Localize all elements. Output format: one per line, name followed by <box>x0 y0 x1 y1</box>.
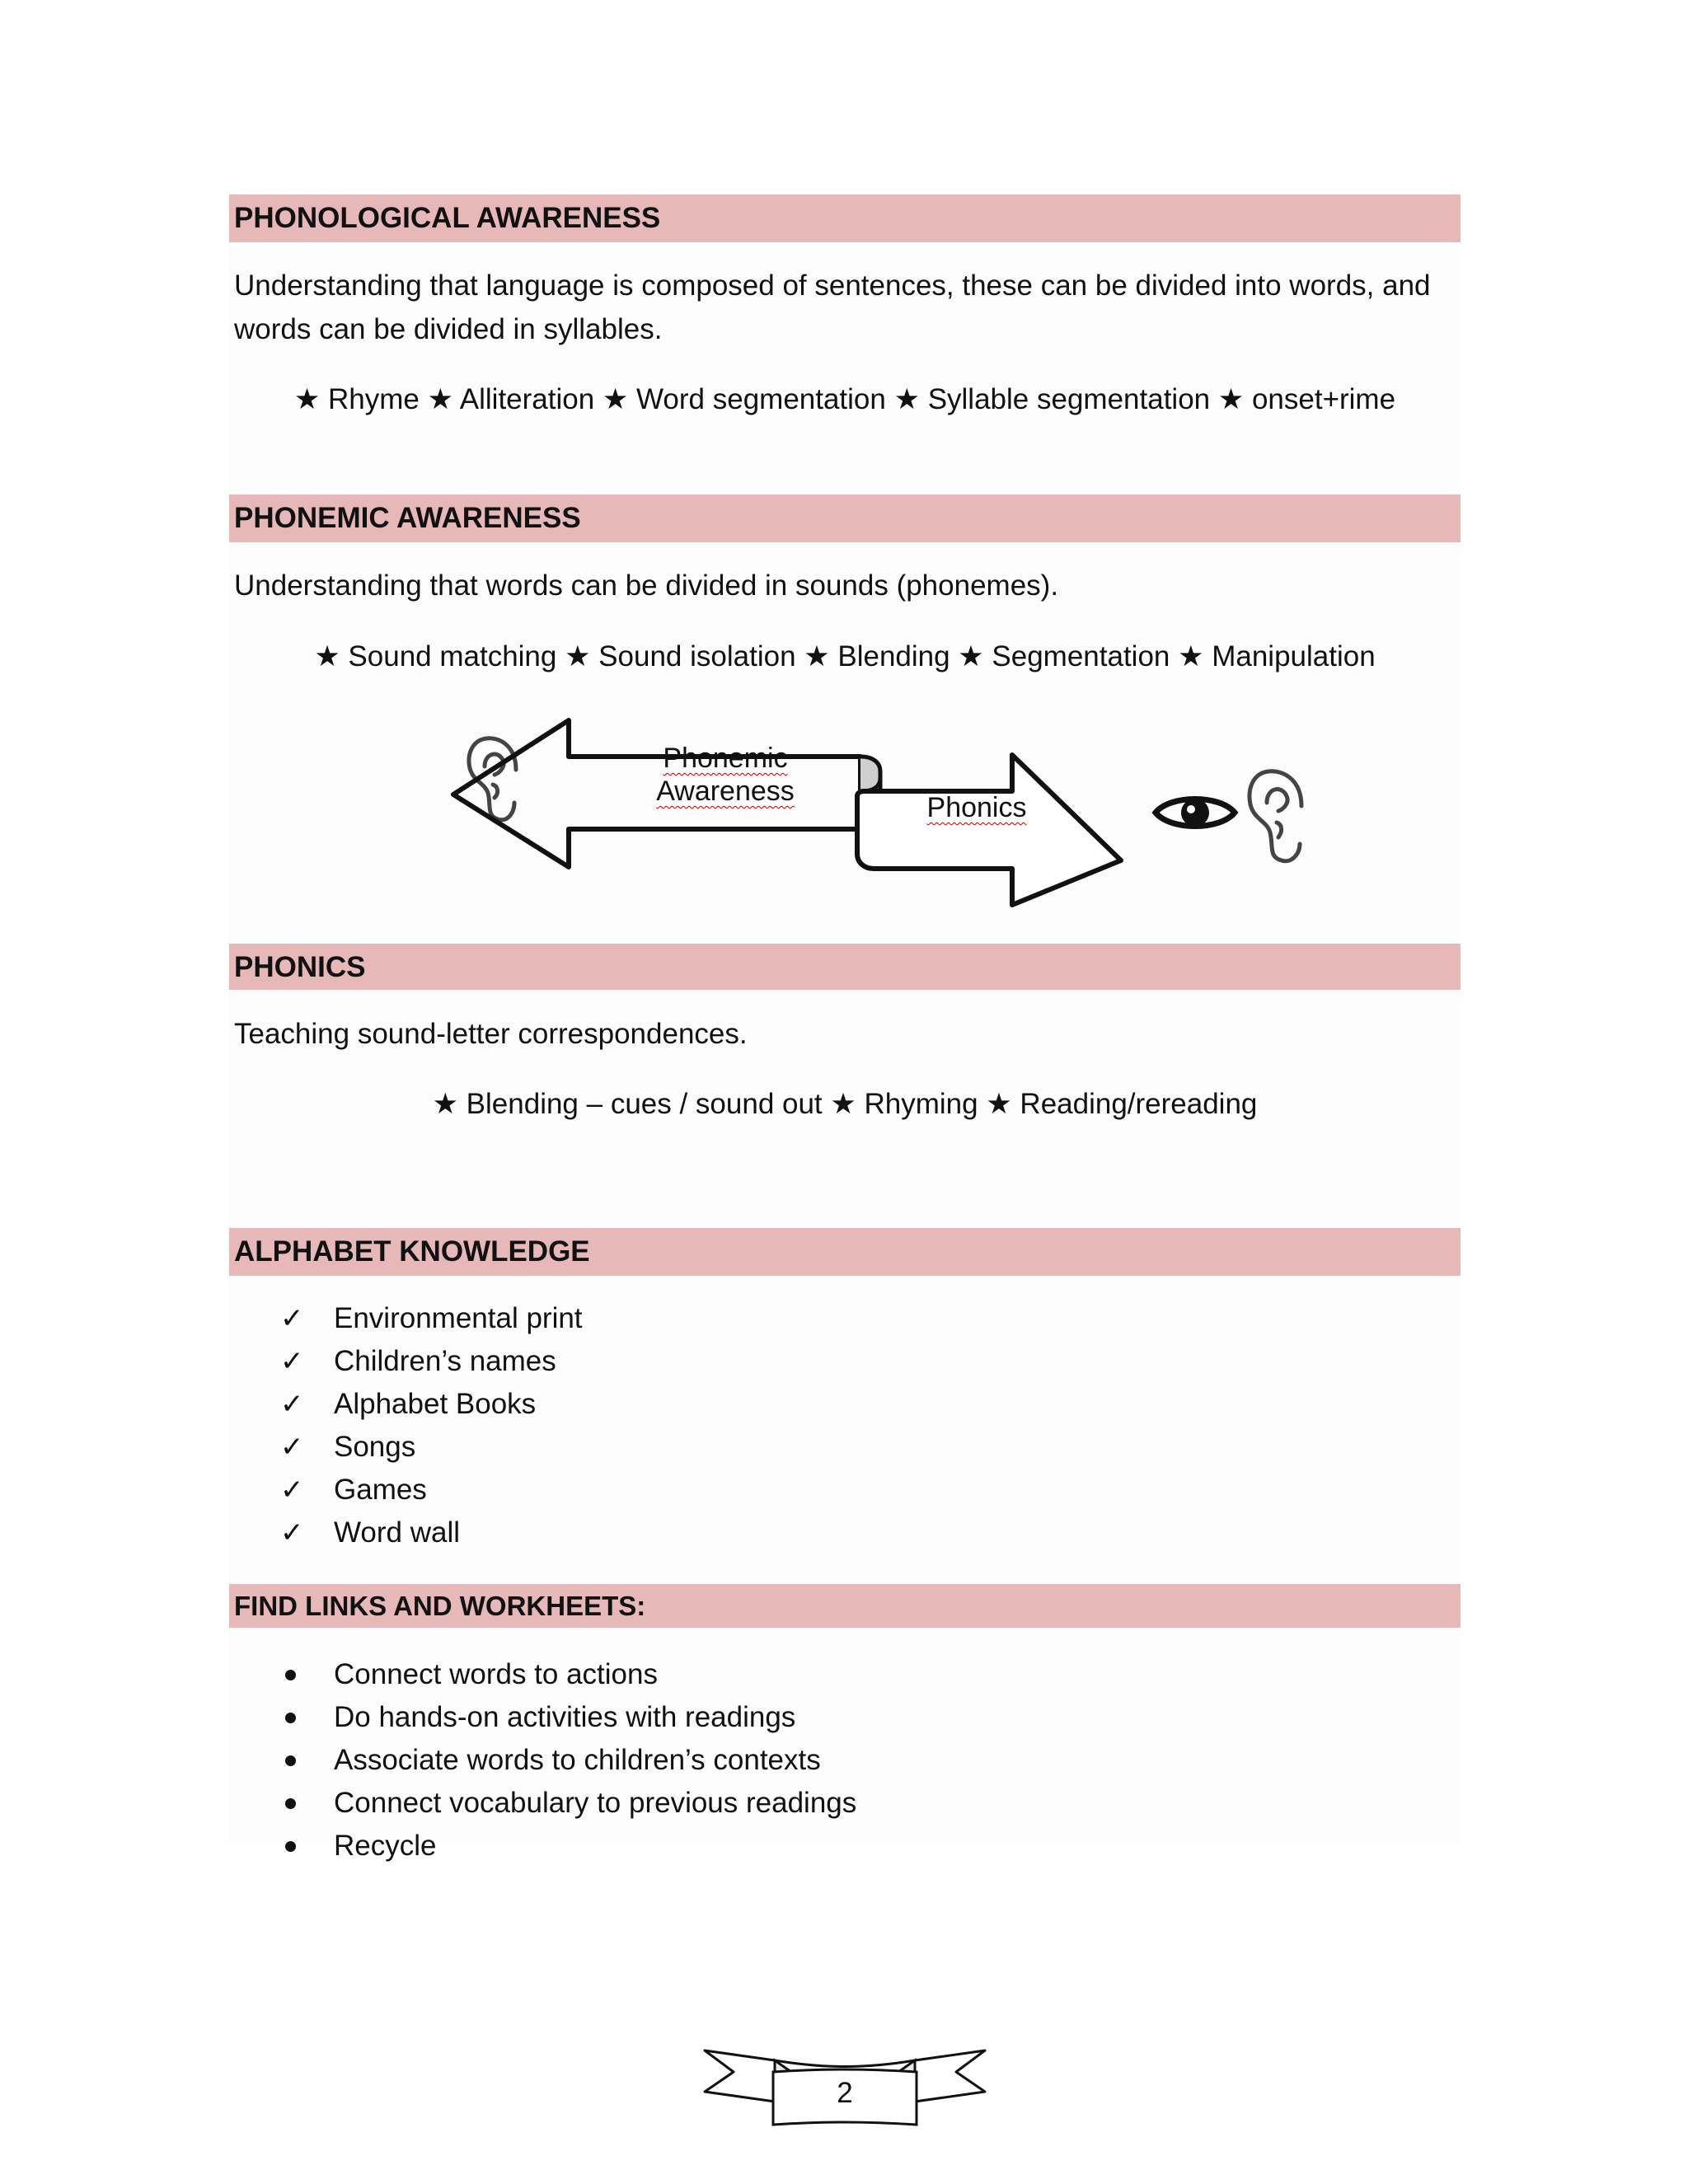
section-header-phonological-awareness: PHONOLOGICAL AWARENESS <box>229 194 1461 242</box>
check-icon: ✓ <box>280 1389 304 1420</box>
bullet-icon <box>285 1841 296 1852</box>
list-item-label: Associate words to children’s contexts <box>334 1744 821 1776</box>
bullet-icon <box>285 1713 296 1723</box>
list-item <box>280 1696 856 1739</box>
section-header-phonemic-awareness: PHONEMIC AWARENESS <box>229 494 1461 542</box>
list-item <box>280 1653 856 1696</box>
diagram-arrows <box>445 709 1335 915</box>
phonemic-awareness-label-line1: Phonemic <box>663 743 788 774</box>
links-bullet-list <box>280 1653 856 1868</box>
ear-icon <box>1250 771 1301 861</box>
page-number: 2 <box>837 2077 853 2109</box>
list-item-label: Recycle <box>334 1830 437 1862</box>
check-icon: ✓ <box>280 1346 304 1377</box>
bullet-icon <box>285 1798 296 1809</box>
list-item-label: Alphabet Books <box>334 1388 537 1420</box>
list-item-label: Songs <box>334 1431 416 1463</box>
alphabet-checklist <box>280 1297 583 1554</box>
phonics-label: Phonics <box>926 792 1027 823</box>
phonemic-phonics-diagram <box>445 709 1335 915</box>
list-item-label: Word wall <box>334 1516 461 1549</box>
list-item <box>280 1426 583 1469</box>
phonics-skills-line: ★ Blending – cues / sound out ★ Rhyming ★ Reading/rereading <box>432 1088 1258 1120</box>
list-item-label: Connect vocabulary to previous readings <box>334 1787 857 1819</box>
eye-icon <box>1156 799 1235 827</box>
section-header-phonics: PHONICS <box>229 944 1461 990</box>
check-icon: ✓ <box>280 1432 304 1463</box>
list-item <box>280 1297 583 1340</box>
phonemic-awareness-label <box>651 742 799 808</box>
phonemic-awareness-label-line2: Awareness <box>656 776 795 807</box>
list-item <box>280 1511 583 1554</box>
phonemic-skills-line: ★ Sound matching ★ Sound isolation ★ Blending ★ Segmentation ★ Manipulation <box>314 640 1376 673</box>
list-item-label: Children’s names <box>334 1345 556 1377</box>
section-header-find-links: FIND LINKS AND WORKHEETS: <box>229 1584 1461 1628</box>
phonological-skills-line: ★ Rhyme ★ Alliteration ★ Word segmentation ★ Syllable segmentation ★ onset+rime <box>293 383 1396 415</box>
list-item <box>280 1383 583 1426</box>
phonemic-description: Understanding that words can be divided in sounds (phonemes). <box>234 569 1059 602</box>
list-item <box>280 1469 583 1511</box>
bullet-icon <box>285 1670 296 1680</box>
list-item <box>280 1739 856 1782</box>
list-item <box>280 1825 856 1868</box>
list-item-label: Games <box>334 1474 427 1506</box>
list-item-label: Connect words to actions <box>334 1658 658 1690</box>
list-item <box>280 1782 856 1825</box>
list-item-label: Do hands-on activities with readings <box>334 1701 796 1733</box>
section-header-alphabet-knowledge: ALPHABET KNOWLEDGE <box>229 1228 1461 1276</box>
list-item <box>280 1340 583 1383</box>
check-icon: ✓ <box>280 1303 304 1334</box>
phonics-description: Teaching sound-letter correspondences. <box>234 1018 748 1050</box>
bullet-icon <box>285 1755 296 1766</box>
check-icon: ✓ <box>280 1517 304 1549</box>
list-item-label: Environmental print <box>334 1302 583 1334</box>
check-icon: ✓ <box>280 1474 304 1506</box>
phonological-description: Understanding that language is composed of sentences, these can be divided into words, and words can be divided in syllables. <box>234 269 1431 345</box>
